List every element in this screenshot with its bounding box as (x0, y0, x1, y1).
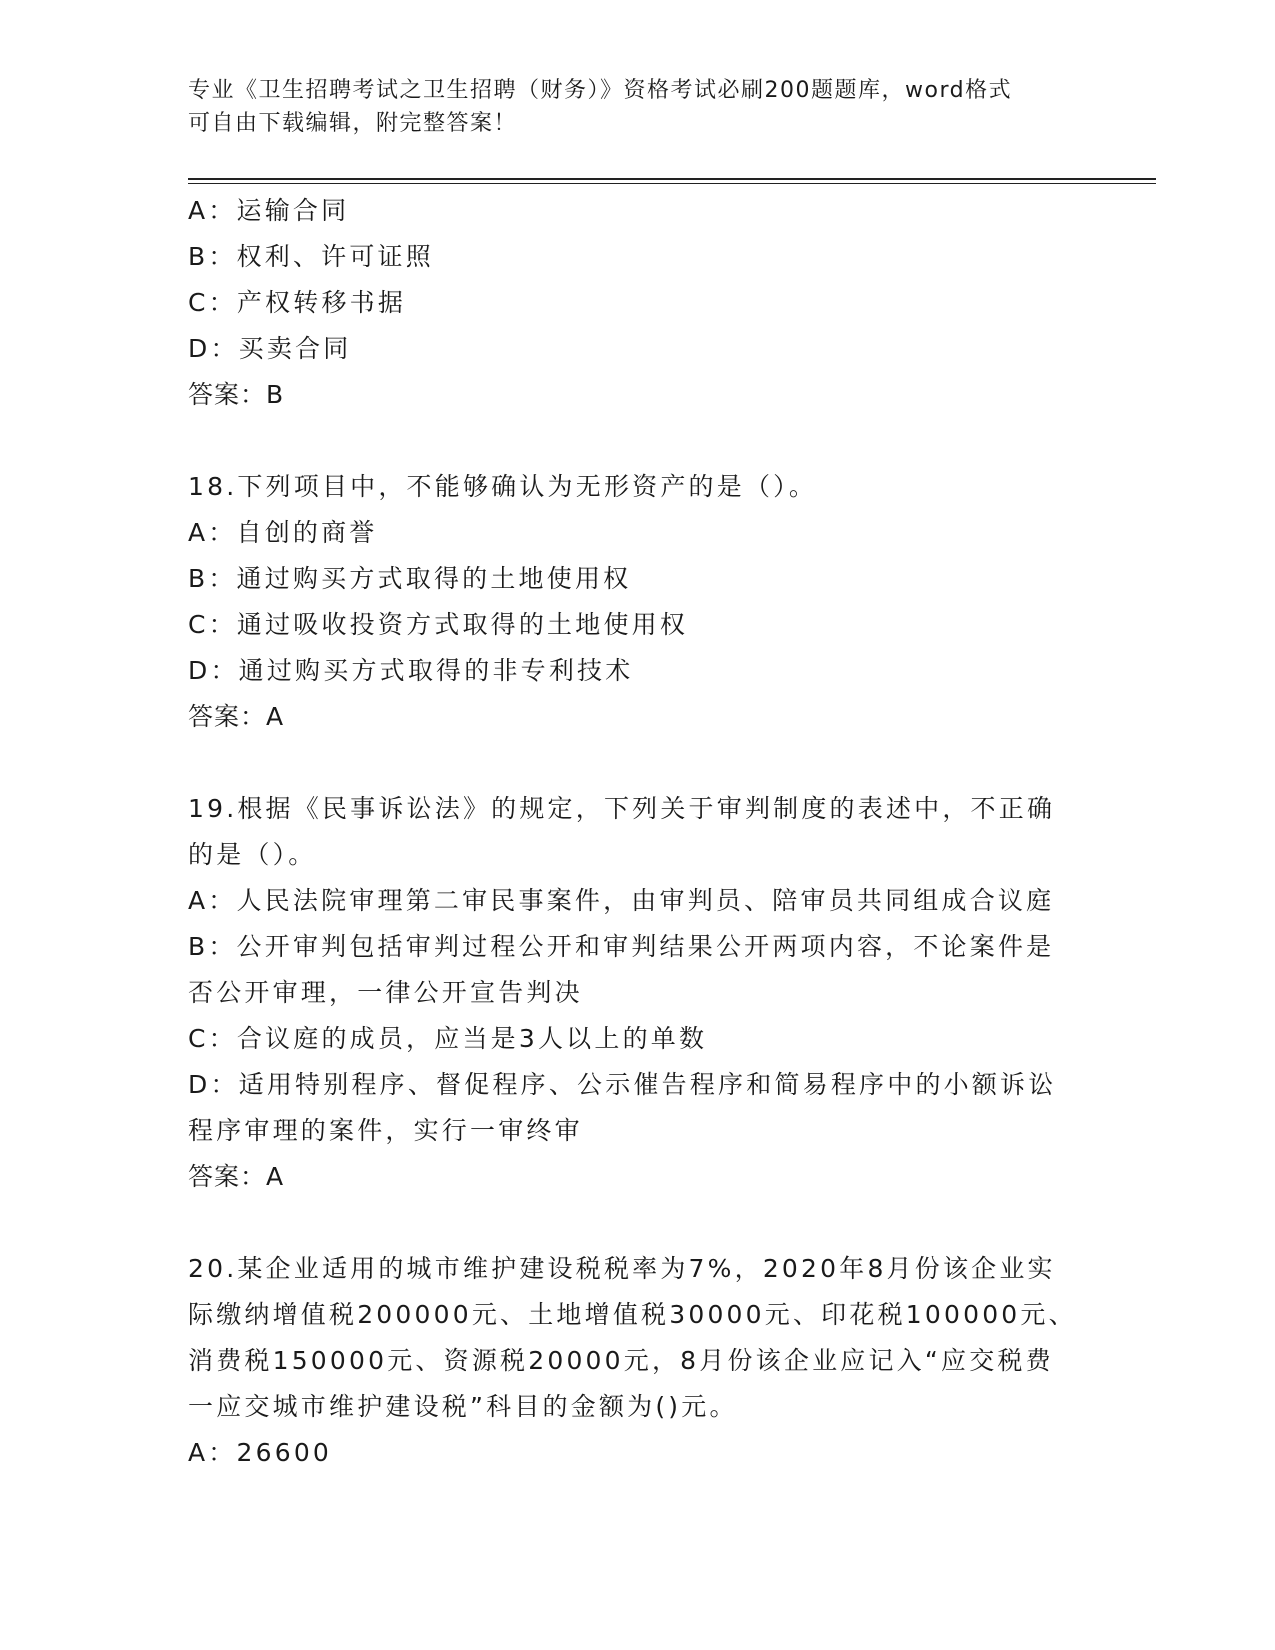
question-17 (188, 188, 1088, 418)
option-b: B：权利、许可证照 (188, 242, 434, 271)
question-content (188, 188, 1088, 1476)
answer: 答案：B (188, 380, 285, 409)
question-stem: 19.根据《民事诉讼法》的规定，下列关于审判制度的表述中，不正确 (188, 794, 1056, 823)
question-18 (188, 464, 1088, 740)
option-a: A：自创的商誉 (188, 518, 378, 547)
option-b: B：通过购买方式取得的土地使用权 (188, 564, 632, 593)
option-b-cont: 否公开审理，一律公开宣告判决 (188, 978, 583, 1007)
question-20 (188, 1246, 1088, 1476)
option-c: C：合议庭的成员，应当是3人以上的单数 (188, 1024, 708, 1053)
header-rule-thick (188, 178, 1156, 180)
option-c: C：通过吸收投资方式取得的土地使用权 (188, 610, 689, 639)
header-line-1: 专业《卫生招聘考试之卫生招聘（财务）》资格考试必刷200题题库，word格式 (188, 78, 1013, 103)
question-stem-cont: 消费税150000元、资源税20000元，8月份该企业应记入“应交税费 (188, 1346, 1054, 1375)
option-d: D：买卖合同 (188, 334, 352, 363)
answer: 答案：A (188, 702, 285, 731)
question-stem-cont: 的是（）。 (188, 840, 317, 869)
question-19 (188, 786, 1088, 1200)
header-rule-thin (188, 183, 1156, 184)
document-header (188, 74, 1068, 140)
answer: 答案：A (188, 1162, 285, 1191)
option-d: D：通过购买方式取得的非专利技术 (188, 656, 634, 685)
question-stem-cont: 际缴纳增值税200000元、土地增值税30000元、印花税100000元、 (188, 1300, 1077, 1329)
option-c: C：产权转移书据 (188, 288, 407, 317)
option-a: A：26600 (188, 1438, 333, 1467)
question-stem: 18.下列项目中，不能够确认为无形资产的是（）。 (188, 472, 818, 501)
option-d-cont: 程序审理的案件，实行一审终审 (188, 1116, 583, 1145)
option-a: A：人民法院审理第二审民事案件，由审判员、陪审员共同组成合议庭 (188, 886, 1055, 915)
option-d: D：适用特别程序、督促程序、公示催告程序和简易程序中的小额诉讼 (188, 1070, 1057, 1099)
question-stem-cont: 一应交城市维护建设税”科目的金额为()元。 (188, 1392, 738, 1421)
option-b: B：公开审判包括审判过程公开和审判结果公开两项内容，不论案件是 (188, 932, 1055, 961)
option-a: A：运输合同 (188, 196, 350, 225)
question-stem: 20.某企业适用的城市维护建设税税率为7%，2020年8月份该企业实 (188, 1254, 1056, 1283)
header-line-2: 可自由下载编辑，附完整答案！ (188, 111, 518, 136)
